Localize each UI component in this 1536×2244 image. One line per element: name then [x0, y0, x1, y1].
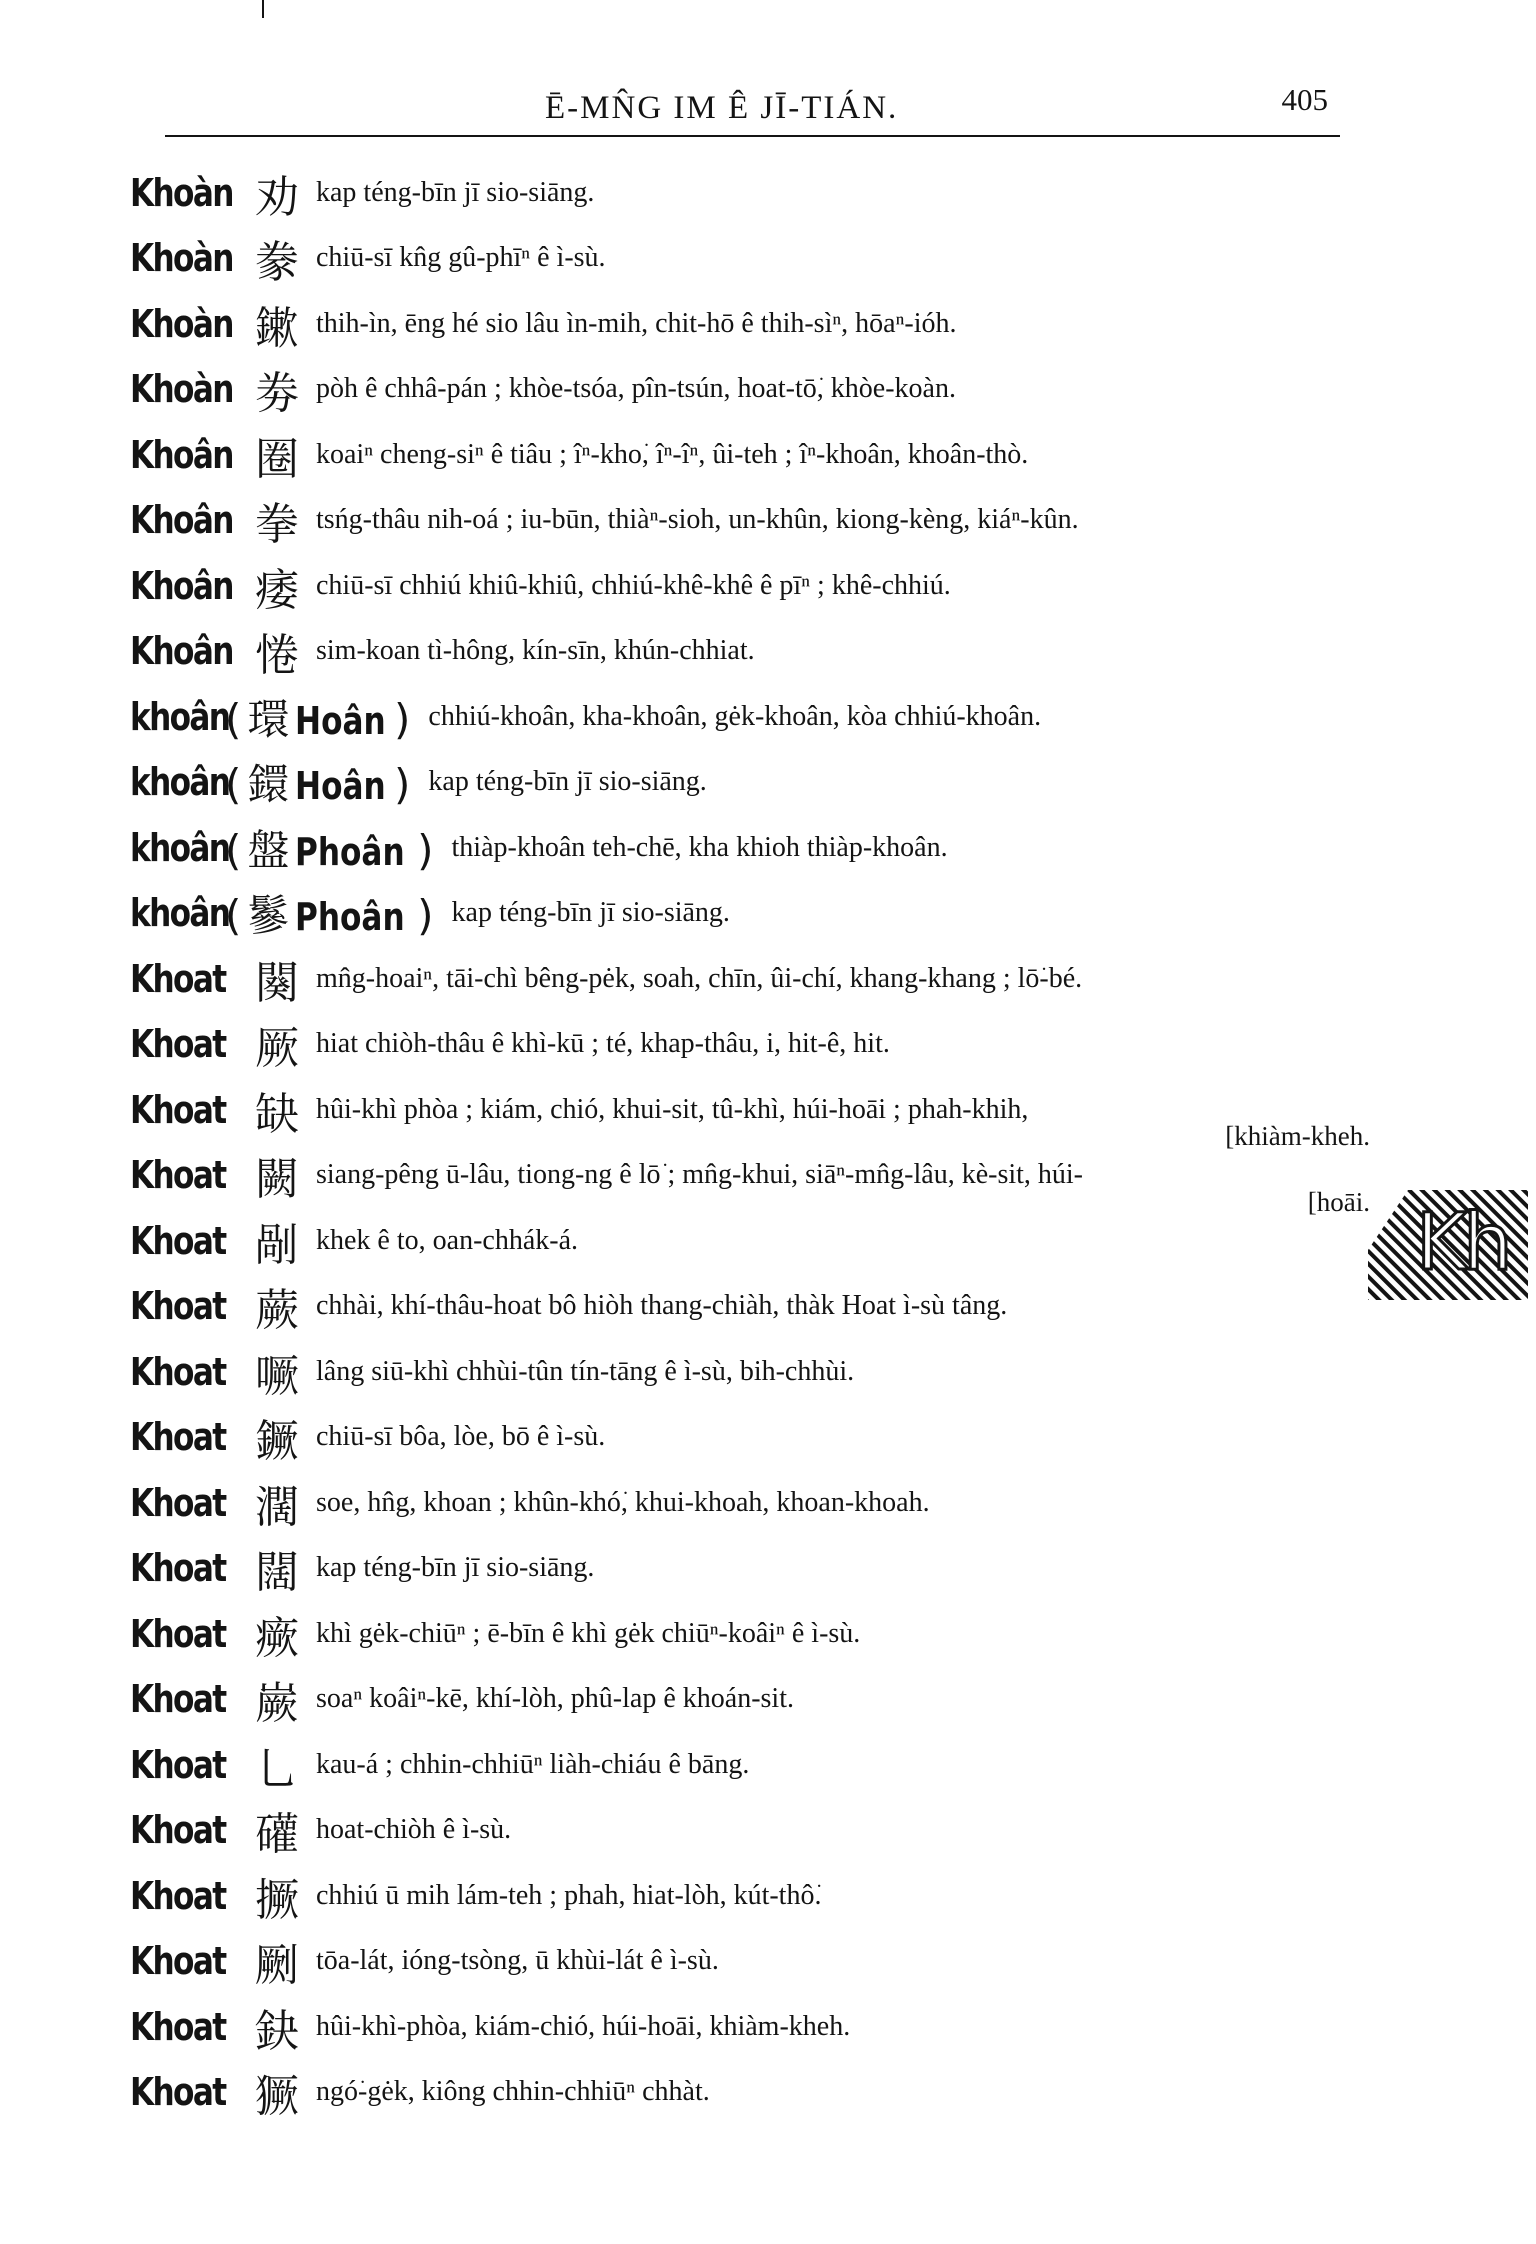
entry-definition: ngó͘-gėk, kiông chhin-chhiūⁿ chhàt. [316, 2076, 710, 2108]
entry-headword: Khoat [130, 1546, 226, 1591]
open-paren: ( [225, 760, 242, 810]
entry-character: 闕 [255, 1154, 299, 1206]
entry-character: 礶 [255, 1809, 299, 1861]
close-paren: ) [394, 760, 411, 810]
entry-headword: Khoat [130, 1087, 226, 1132]
dictionary-entry [130, 553, 1370, 619]
entry-definition: kap téng-bīn jī sio-siāng. [428, 766, 707, 798]
entry-headword: Khoàn [130, 170, 233, 215]
entry-headword: Khoat [130, 1349, 226, 1394]
entry-character: 鏉 [255, 302, 299, 354]
dictionary-entry [130, 1143, 1370, 1217]
dictionary-entry [130, 2060, 1370, 2126]
entry-headword: Khoat [130, 1153, 226, 1198]
entry-definition: chhài, khí-thâu-hoat bô hiòh thang-chiàh, thàk Hoat ì-sù tâng. [316, 1290, 1008, 1322]
cross-reference-headword: Hoân [295, 698, 387, 743]
entry-character: 闊 [255, 1547, 299, 1599]
entry-headword: Khoat [130, 1808, 226, 1853]
entry-character: 獗 [255, 2071, 299, 2123]
entry-headword: Khoàn [130, 236, 233, 281]
entry-headword: Khoân [130, 563, 233, 608]
entry-definition: hûi-khì-phòa, kiám-chió, húi-hoāi, khiàm-kheh. [316, 2010, 851, 2042]
dictionary-entry [130, 1470, 1370, 1536]
entry-definition: thiàp-khoân teh-chē, kha khioh thiàp-khoân. [451, 831, 948, 863]
dictionary-entry [130, 1208, 1370, 1274]
close-paren: ) [417, 825, 434, 875]
entry-definition: kap téng-bīn jī sio-siāng. [316, 1552, 595, 1584]
entry-headword: Khoàn [130, 367, 233, 412]
entry-character: 撅 [255, 1874, 299, 1926]
dictionary-entry [130, 1536, 1370, 1602]
dictionary-entry [130, 1601, 1370, 1667]
running-title: Ē-MN̂G IM Ê JĪ-TIÁN. [545, 90, 899, 126]
entry-character: 厥 [255, 1023, 299, 1075]
thumb-tab-label: Kh [1416, 1198, 1509, 1288]
entry-definition: sim-koan tì-hông, kín-sīn, khún-chhiat. [316, 635, 755, 667]
definition-continuation: [hoāi. [1307, 1186, 1370, 1217]
header-rule [165, 135, 1340, 137]
dictionary-entry [130, 1405, 1370, 1471]
open-paren: ( [225, 694, 242, 744]
entry-definition: soe, hn̂g, khoan ; khûn-khó͘, khui-khoah, khoan-khoah. [316, 1486, 930, 1518]
entry-character: 劵 [255, 368, 299, 420]
entry-definition: tōa-lát, ióng-tsòng, ū khùi-lát ê ì-sù. [316, 1945, 719, 1977]
entry-character: 圈 [255, 433, 299, 485]
entry-character: 痿 [255, 564, 299, 616]
cross-reference-headword: Phoân [295, 829, 406, 874]
page-number: 405 [1281, 82, 1328, 117]
dictionary-entry [130, 684, 1370, 750]
page-header [165, 62, 1340, 137]
entry-headword: khoân [130, 760, 230, 805]
entry-headword: Khoat [130, 1415, 226, 1460]
definition-continuation: [khiàm-kheh. [1225, 1121, 1370, 1151]
dictionary-entry [130, 1994, 1370, 2060]
dictionary-entry [130, 1667, 1370, 1733]
cross-reference [225, 883, 434, 943]
entry-character: 濶 [255, 1481, 299, 1533]
entry-headword: Khoân [130, 432, 233, 477]
entry-definition: khì gėk-chiūⁿ ; ē-bīn ê khì gėk chiūⁿ-koâiⁿ ê ì-sù. [316, 1617, 861, 1649]
thumb-index-tab [1368, 1190, 1528, 1300]
entry-character: 劂 [255, 1940, 299, 1992]
entry-headword: Khoat [130, 2070, 226, 2115]
cross-reference [225, 818, 434, 878]
entry-definition: thih-ìn, ēng hé sio lâu ìn-mih, chit-hō ê thih-sìⁿ, hōaⁿ-ióh. [316, 307, 957, 339]
cross-reference-character: 盤 [247, 825, 290, 875]
dictionary-entry [130, 160, 1370, 226]
cross-reference-character: 鬖 [247, 891, 290, 941]
dictionary-entry [130, 422, 1370, 488]
entry-character: 拳 [255, 499, 299, 551]
dictionary-entry [130, 1012, 1370, 1078]
entry-definition: chhiú ū mih lám-teh ; phah, hiat-lòh, kút-thô͘. [316, 1879, 822, 1911]
cross-reference [225, 752, 410, 812]
entry-headword: Khoat [130, 1611, 226, 1656]
dictionary-entry [130, 619, 1370, 685]
entry-character: 劝 [255, 171, 299, 223]
entry-headword: Khoat [130, 1677, 226, 1722]
dictionary-entry [130, 291, 1370, 357]
dictionary-entry [130, 815, 1370, 881]
entry-character: 剮 [255, 1219, 299, 1271]
entry-definition: hûi-khì phòa ; kiám, chió, khui-sit, tû-khì, húi-hoāi ; phah-khih, [316, 1093, 1029, 1125]
entry-character: 闋 [255, 957, 299, 1009]
entry-character: 鐝 [255, 1416, 299, 1468]
entry-definition: chiū-sī chhiú khiû-khiû, chhiú-khê-khê ê pīⁿ ; khê-chhiú. [316, 569, 951, 601]
entry-definition: chhiú-khoân, kha-khoân, gėk-khoân, kòa chhiú-khoân. [428, 700, 1042, 732]
dictionary-entry [130, 488, 1370, 554]
entry-headword: Khoat [130, 1873, 226, 1918]
entry-headword: Khoân [130, 498, 233, 543]
entry-definition: lâng siū-khì chhùi-tûn tín-tāng ê ì-sù, bih-chhùi. [316, 1355, 855, 1387]
cross-reference-character: 鐶 [247, 760, 290, 810]
close-paren: ) [417, 891, 434, 941]
cross-reference-character: 環 [247, 694, 290, 744]
entry-definition: hiat chiòh-thâu ê khì-kū ; té, khap-thâu, i, hit-ê, hit. [316, 1028, 890, 1060]
dictionary-entry [130, 1732, 1370, 1798]
entry-definition: pòh ê chhâ-pán ; khòe-tsóa, pîn-tsún, hoat-tō͘, khòe-koàn. [316, 373, 956, 405]
entry-definition: siang-pêng ū-lâu, tiong-ng ê lō͘ ; mn̂g-khui, siāⁿ-mn̂g-lâu, kè-sit, húi- [316, 1159, 1084, 1191]
entry-character: 惓 [255, 630, 299, 682]
entry-headword: Khoat [130, 1022, 226, 1067]
entry-headword: Khoat [130, 1742, 226, 1787]
entry-character: 乚 [255, 1743, 299, 1795]
dictionary-entry [130, 750, 1370, 816]
entry-headword: khoân [130, 825, 230, 870]
entry-definition: kau-á ; chhin-chhiūⁿ liàh-chiáu ê bāng. [316, 1748, 750, 1780]
entry-headword: Khoat [130, 1939, 226, 1984]
entry-headword: Khoat [130, 1218, 226, 1263]
entry-headword: Khoat [130, 2004, 226, 2049]
dictionary-entry [130, 1077, 1370, 1151]
dictionary-entries [130, 160, 1370, 2125]
entry-headword: Khoàn [130, 301, 233, 346]
cross-reference-headword: Phoân [295, 895, 406, 940]
cross-reference [225, 687, 410, 747]
entry-character: 缺 [255, 1088, 299, 1140]
entry-headword: Khoân [130, 629, 233, 674]
dictionary-entry [130, 1929, 1370, 1995]
close-paren: ) [394, 694, 411, 744]
entry-definition: kap téng-bīn jī sio-siāng. [451, 897, 730, 929]
entry-definition: chiū-sī kn̂g gû-phīⁿ ê ì-sù. [316, 242, 606, 274]
dictionary-entry [130, 881, 1370, 947]
dictionary-entry [130, 226, 1370, 292]
entry-character: 豢 [255, 237, 299, 289]
entry-character: 嶡 [255, 1678, 299, 1730]
dictionary-entry [130, 357, 1370, 423]
cross-reference-headword: Hoân [295, 764, 387, 809]
entry-headword: khoân [130, 694, 230, 739]
entry-character: 鈌 [255, 2005, 299, 2057]
top-margin-mark [262, 0, 264, 18]
entry-definition: khek ê to, oan-chhák-á. [316, 1224, 578, 1256]
entry-character: 蕨 [255, 1285, 299, 1337]
entry-character: 瘚 [255, 1612, 299, 1664]
entry-definition: kap téng-bīn jī sio-siāng. [316, 176, 595, 208]
entry-definition: tsńg-thâu nih-oá ; iu-būn, thiàⁿ-sioh, un-khûn, kiong-kèng, kiáⁿ-kûn. [316, 504, 1079, 536]
entry-headword: Khoat [130, 1480, 226, 1525]
entry-definition: mn̂g-hoaiⁿ, tāi-chì bêng-pėk, soah, chīn, ûi-chí, khang-khang ; lō͘-bé. [316, 962, 1083, 994]
open-paren: ( [225, 891, 242, 941]
entry-definition: hoat-chiòh ê ì-sù. [316, 1814, 512, 1846]
entry-headword: khoân [130, 891, 230, 936]
dictionary-entry [130, 1798, 1370, 1864]
open-paren: ( [225, 825, 242, 875]
dictionary-entry [130, 946, 1370, 1012]
entry-definition: soaⁿ koâiⁿ-kē, khí-lòh, phû-lap ê khoán-sit. [316, 1683, 794, 1715]
entry-definition: koaiⁿ cheng-siⁿ ê tiâu ; îⁿ-kho͘, îⁿ-îⁿ, ûi-teh ; îⁿ-khoân, khoân-thò. [316, 438, 1029, 470]
entry-headword: Khoat [130, 1284, 226, 1329]
entry-character: 噘 [255, 1350, 299, 1402]
dictionary-entry [130, 1863, 1370, 1929]
dictionary-entry [130, 1339, 1370, 1405]
entry-headword: Khoat [130, 956, 226, 1001]
dictionary-entry [130, 1274, 1370, 1340]
entry-definition: chiū-sī bôa, lòe, bō ê ì-sù. [316, 1421, 606, 1453]
